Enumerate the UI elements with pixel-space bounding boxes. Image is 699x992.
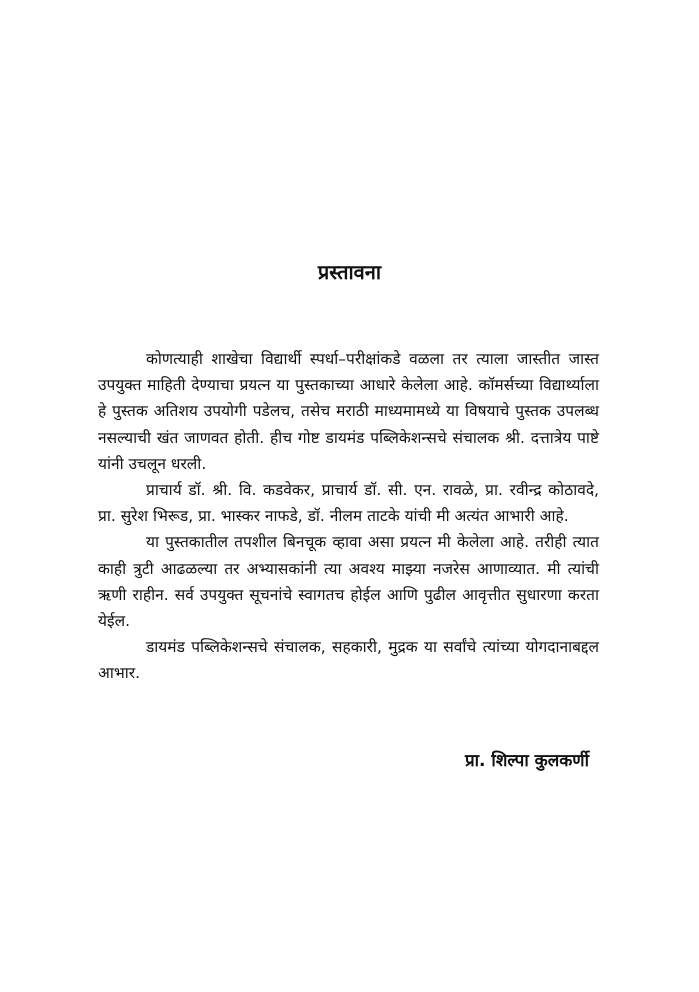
paragraph-2: प्राचार्य डॉ. श्री. वि. कडवेकर, प्राचार्य डॉ. सी. एन. रावळे, प्रा. रवीन्द्र कोठावदे, प्रा. सुरेश भिरूड, प्रा. भास्कर नाफडे, डॉ. नीलम ताटके यांची मी अत्यंत आभारी आहे. — [98, 481, 599, 526]
page-title: प्रस्तावना — [317, 260, 382, 284]
paragraph-1: कोणत्याही शाखेचा विद्यार्थी स्पर्धा–परीक्षांकडे वळला तर त्याला जास्तीत जास्त उपयुक्त माहिती देण्याचा प्रयत्न या पुस्तकाच्या आधारे केलेला आहे. कॉमर्सच्या विद्यार्थ्याला हे पुस्तक अतिशय उपयोगी पडेलच, तसेच मराठी माध्यमामध्ये या विषयाचे पुस्तक उपलब्ध नसल्याची खंत जाणवत होती. हीच गोष्ट डायमंड पब्लिकेशन्सचे संचालक श्री. दत्तात्रेय पाष्टे यांनी उचलून धरली. — [98, 350, 599, 473]
author-signature: प्रा. शिल्पा कुलकर्णी — [464, 751, 589, 771]
paragraph-3: या पुस्तकातील तपशील बिनचूक व्हावा असा प्रयत्न मी केलेला आहे. तरीही त्यात काही त्रुटी आढळल्या तर अभ्यासकांनी त्या अवश्य माझ्या नजरेस आणाव्यात. मी त्यांची ऋणी राहीन. सर्व उपयुक्त सूचनांचे स्वागतच होईल आणि पुढील आवृत्तीत सुधारणा करता येईल. — [98, 533, 599, 631]
paragraph-4: डायमंड पब्लिकेशन्सचे संचालक, सहकारी, मुद्रक या सर्वांचे त्यांच्या योगदानाबद्दल आभार. — [98, 638, 599, 683]
preface-body — [98, 346, 599, 687]
